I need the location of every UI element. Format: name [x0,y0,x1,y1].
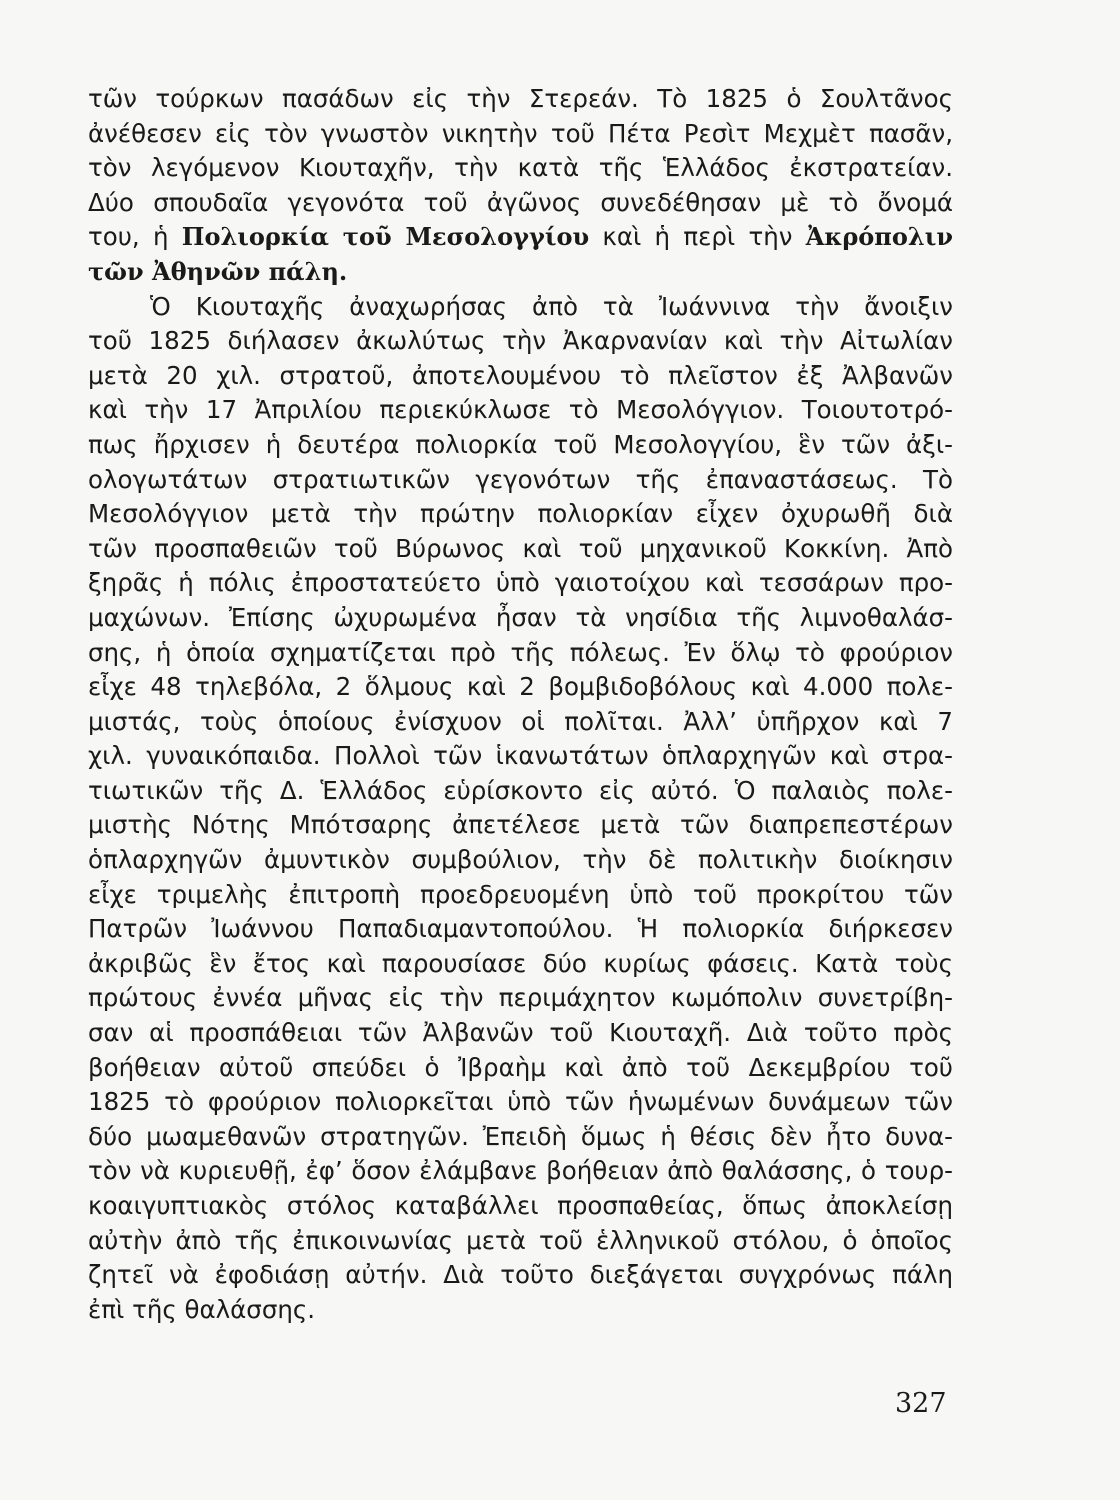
text-line: ἀκριβῶς ἓν ἔτος καὶ παρουσίασε δύο κυρίως φάσεις. Κατὰ τοὺς [88,948,953,978]
text-line: βοήθειαν αὐτοῦ σπεύδει ὁ Ἰβραὴμ καὶ ἀπὸ τοῦ Δεκεμβρίου τοῦ [88,1052,953,1082]
bold-heading-athens: τῶν Ἀθηνῶν πάλη. [88,256,348,286]
text-line: ὁπλαρχηγῶν ἀμυντικὸν συμβούλιον, τὴν δὲ πολιτικὴν διοίκησιν [88,845,953,875]
text-line: δύο μωαμεθανῶν στρατηγῶν. Ἐπειδὴ ὅμως ἡ θέσις δὲν ἦτο δυνα- [88,1121,953,1151]
text-fragment: καὶ ἡ περὶ τὴν [602,222,793,252]
text-line: Μεσολόγγιον μετὰ τὴν πρώτην πολιορκίαν εἶχεν ὀχυρωθῆ διὰ [88,499,953,529]
text-line: εἶχε 48 τηλεβόλα, 2 ὅλμους καὶ 2 βομβιδοβόλους καὶ 4.000 πολε- [88,672,953,702]
text-line: σης, ἡ ὁποία σχηματίζεται πρὸ τῆς πόλεως. Ἐν ὅλῳ τὸ φρούριον [88,637,953,667]
text-line: μετὰ 20 χιλ. στρατοῦ, ἀποτελουμένου τὸ πλεῖστον ἐξ Ἀλβανῶν [88,360,953,390]
text-line: ἀνέθεσεν εἰς τὸν γνωστὸν νικητὴν τοῦ Πέτα Ρεσὶτ Μεχμὲτ πασᾶν, [88,118,953,148]
text-line: Πατρῶν Ἰωάννου Παπαδιαμαντοπούλου. Ἡ πολιορκία διήρκεσεν [88,914,953,944]
text-line: Δύο σπουδαῖα γεγονότα τοῦ ἀγῶνος συνεδέθησαν μὲ τὸ ὄνομά [88,187,953,217]
text-line: 1825 τὸ φρούριον πολιορκεῖται ὑπὸ τῶν ἡνωμένων δυνάμεων τῶν [88,1087,953,1117]
bold-heading-acropolis: Ἀκρόπολιν [805,222,953,252]
text-line: καὶ τὴν 17 Ἀπριλίου περιεκύκλωσε τὸ Μεσολόγγιον. Τοιουτοτρό- [88,395,953,425]
text-line: μιστὴς Νότης Μπότσαρης ἀπετέλεσε μετὰ τῶν διαπρεπεστέρων [88,810,953,840]
text-line: τιωτικῶν τῆς Δ. Ἑλλάδος εὑρίσκοντο εἰς αὐτό. Ὁ παλαιὸς πολε- [88,775,953,805]
text-line: ἐπὶ τῆς θαλάσσης. [88,1294,316,1324]
text-line: χιλ. γυναικόπαιδα. Πολλοὶ τῶν ἱκανωτάτων ὁπλαρχηγῶν καὶ στρα- [88,741,953,771]
text-line: μαχώνων. Ἐπίσης ὠχυρωμένα ἦσαν τὰ νησίδια τῆς λιμνοθαλάσ- [88,602,953,632]
text-line: τοῦ 1825 διήλασεν ἀκωλύτως τὴν Ἀκαρνανίαν καὶ τὴν Αἰτωλίαν [88,326,953,356]
text-line: ζητεῖ νὰ ἐφοδιάσῃ αὐτήν. Διὰ τοῦτο διεξάγεται συγχρόνως πάλη [88,1260,953,1290]
text-fragment: του, ἡ [88,222,169,252]
text-line: τὸν λεγόμενον Κιουταχῆν, τὴν κατὰ τῆς Ἑλλάδος ἐκστρατείαν. [88,153,953,183]
text-line: αὐτὴν ἀπὸ τῆς ἐπικοινωνίας μετὰ τοῦ ἑλληνικοῦ στόλου, ὁ ὁποῖος [88,1225,953,1255]
text-line: ολογωτάτων στρατιωτικῶν γεγονότων τῆς ἐπαναστάσεως. Τὸ [88,464,953,494]
text-line: τῶν τούρκων πασάδων εἰς τὴν Στερεάν. Τὸ 1825 ὁ Σουλτᾶνος [88,84,953,113]
text-line: εἶχε τριμελὴς ἐπιτροπὴ προεδρευομένη ὑπὸ τοῦ προκρίτου τῶν [88,879,953,909]
text-line [88,220,953,255]
text-line: πως ἤρχισεν ἡ δευτέρα πολιορκία τοῦ Μεσολογγίου, ἓν τῶν ἀξι- [88,429,953,459]
page-number: 327 [895,1388,947,1419]
text-line: πρώτους ἐννέα μῆνας εἰς τὴν περιμάχητον κωμόπολιν συνετρίβη- [88,983,953,1013]
text-line: μιστάς, τοὺς ὁποίους ἐνίσχυον οἱ πολῖται. Ἀλλ’ ὑπῆρχον καὶ 7 [88,706,953,736]
text-line: σαν αἱ προσπάθειαι τῶν Ἀλβανῶν τοῦ Κιουταχῆ. Διὰ τοῦτο πρὸς [88,1018,953,1048]
text-line: τὸν νὰ κυριευθῇ, ἐφ’ ὅσον ἐλάμβανε βοήθειαν ἀπὸ θαλάσσης, ὁ τουρ- [88,1156,953,1186]
text-body [88,82,953,1327]
text-line: τῶν προσπαθειῶν τοῦ Βύρωνος καὶ τοῦ μηχανικοῦ Κοκκίνη. Ἀπὸ [88,533,953,563]
text-line: κοαιγυπτιακὸς στόλος καταβάλλει προσπαθείας, ὅπως ἀποκλείσῃ [88,1191,953,1220]
text-line: ξηρᾶς ἡ πόλις ἐπροστατεύετο ὑπὸ γαιοτοίχου καὶ τεσσάρων προ- [88,568,953,598]
text-line: Ὁ Κιουταχῆς ἀναχωρήσας ἀπὸ τὰ Ἰωάννινα τὴν ἄνοιξιν [150,291,953,321]
bold-heading-siege: Πολιορκία τοῦ Μεσολογγίου [181,222,590,252]
